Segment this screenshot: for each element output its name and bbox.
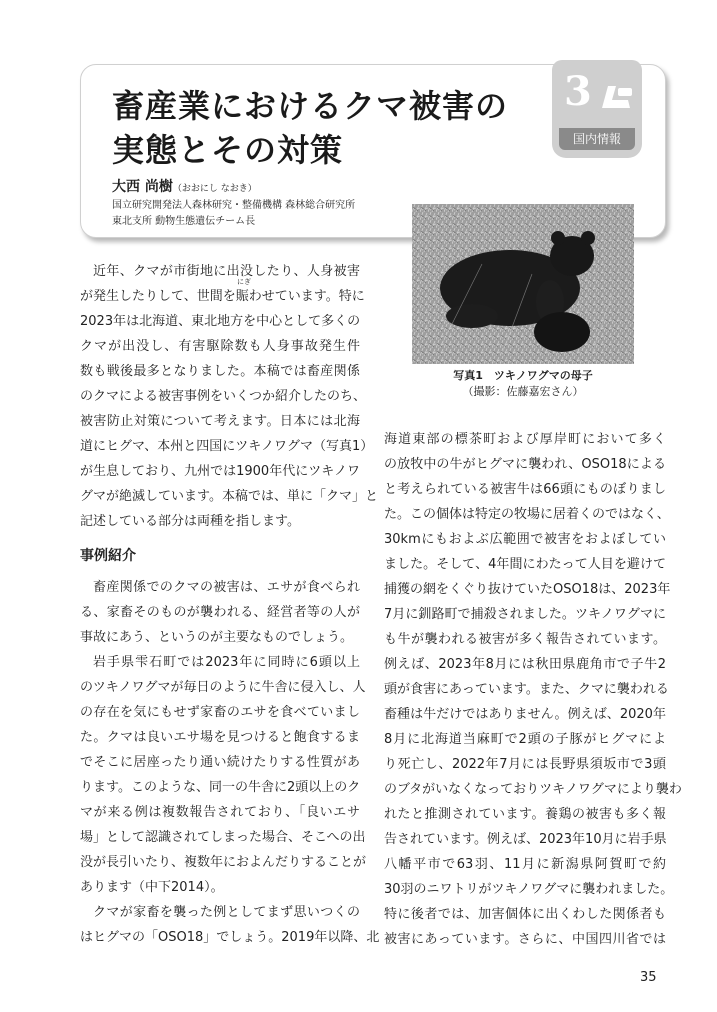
- text-line: ります。このような、同一の牛舎に2頭以上のク: [80, 780, 361, 795]
- text-line: 例えば、2023年8月には秋田県鹿角市で子牛2: [384, 657, 666, 672]
- text-line: 畜種は牛だけではありません。例えば、2020年: [384, 707, 666, 722]
- text-line: 30羽のニワトリがツキノワグマに襲われました。: [384, 882, 674, 897]
- text-line: も牛が襲われる被害が多く報告されています。: [384, 632, 666, 647]
- text-line: 畜産関係でのクマの被害は、エサが食べられ: [93, 580, 360, 595]
- ruby-reading: にぎ: [237, 278, 251, 286]
- text-line: ました。そして、4年間にわたって人目を避けて: [384, 557, 666, 572]
- title-line-2: 実態とその対策: [112, 131, 344, 169]
- text-line: 事故にあう、というのが主要なものでしょう。: [80, 630, 354, 645]
- section-heading: 事例紹介: [80, 548, 136, 564]
- text-line: グマが絶滅しています。本稿では、単に「クマ」と: [80, 489, 378, 504]
- section-paragraph-2: [80, 650, 367, 900]
- text-line: と考えられている被害牛は66頭にものぼりまし: [384, 482, 666, 497]
- text-line: 岩手県雫石町では2023年に同時に6頭以上: [93, 655, 360, 670]
- page-number: 35: [640, 970, 657, 985]
- affiliation-line-1: 国立研究開発法人森林研究・整備機構 森林総合研究所: [112, 200, 356, 211]
- section-number: 3: [564, 68, 592, 115]
- text-line: のクマによる被害事例をいくつか紹介したのち、: [80, 389, 367, 404]
- caption-credit: （撮影：佐藤嘉宏さん）: [462, 385, 584, 398]
- author-line: [112, 176, 257, 196]
- text-line: 数も戦後最多となりました。本稿では畜産関係: [80, 364, 360, 379]
- intro-paragraph: [80, 259, 378, 534]
- right-paragraph: [384, 427, 682, 952]
- text-line: 被害にあっています。さらに、中国四川省では: [384, 932, 666, 947]
- left-column: [80, 259, 380, 950]
- text-line: 没が長引いたり、複数年におよんだりすることが: [80, 855, 367, 870]
- text-line: 頭が食害にあっています。また、クマに襲われる: [384, 682, 669, 697]
- article-title: [112, 84, 552, 172]
- text-line: 八幡平市で63羽、11月に新潟県阿賀町で約: [384, 857, 666, 872]
- author-affiliation: [112, 198, 355, 230]
- text-line: 道にヒグマ、本州と四国にツキノワグマ（写真1）: [80, 439, 374, 454]
- photo-caption: [412, 368, 634, 400]
- text-line: 場」として認識されてしまった場合、そこへの出: [80, 830, 366, 845]
- text-line: る、家畜そのものが襲われる、経営者等の人が: [80, 605, 360, 620]
- right-column: [384, 427, 682, 952]
- text-line: た。クマは良いエサ場を見つけると飽食するま: [80, 730, 360, 745]
- author-reading: （おおにし なおき）: [172, 184, 257, 194]
- section-label: 国内情報: [559, 128, 635, 150]
- text-line: れたと推測されています。養鶏の被害も多く報: [384, 807, 666, 822]
- text-line: の存在を気にもせず家畜のエサを食べていまし: [80, 705, 360, 720]
- author-name: 大西 尚樹: [112, 179, 173, 195]
- text-line: が生息しており、九州では1900年代にツキノワ: [80, 464, 360, 479]
- text-line: クマが家畜を襲った例としてまず思いつくの: [93, 905, 360, 920]
- text-line: 告されています。例えば、2023年10月に岩手県: [384, 832, 667, 847]
- text-line: 30kmにもおよぶ広範囲で被害をおよぼしてい: [384, 532, 666, 547]
- text-line: 8月に北海道当麻町で2頭の子豚がヒグマによ: [384, 732, 666, 747]
- affiliation-line-2: 東北支所 動物生態遺伝チーム長: [112, 216, 256, 227]
- text-line: り死亡し、2022年7月には長野県須坂市で3頭: [384, 757, 666, 772]
- text-line: 海道東部の標茶町および厚岸町において多く: [384, 432, 666, 447]
- text-line: の放牧中の牛がヒグマに襲われ、OSO18による: [384, 457, 666, 472]
- text-line: 7月に釧路町で捕殺されました。ツキノワグマに: [384, 607, 666, 622]
- text-line: のブタがいなくなっておりツキノワグマにより襲わ: [384, 782, 682, 797]
- section-badge: [552, 60, 642, 158]
- text-line: 特に後者では、加害個体に出くわした関係者も: [384, 907, 666, 922]
- chair-seat-icon: [598, 78, 636, 112]
- text-line: 2023年は北海道、東北地方を中心として多くの: [80, 314, 361, 329]
- text-line: クマが出没し、有害駆除数も人身事故発生件: [80, 339, 360, 354]
- text-line: でそこに居座ったり通い続けたりする性質があ: [80, 755, 360, 770]
- text-line: た。この個体は特定の牧場に居着くのではなく、: [384, 507, 670, 522]
- section-paragraph-1: [80, 575, 360, 650]
- text-line: あります（中下2014）。: [80, 880, 224, 895]
- caption-title: 写真1 ツキノワグマの母子: [453, 369, 593, 382]
- text-line: のツキノワグマが毎日のように牛舎に侵入し、人: [80, 680, 366, 695]
- text-line: 被害防止対策について考えます。日本には北海: [80, 414, 360, 429]
- bear-photo: [412, 204, 634, 364]
- text-line: マが来る例は複数報告されており、「良いエサ: [80, 805, 360, 820]
- text-line: 近年、クマが市街地に出没したり、人身被害: [93, 264, 360, 279]
- title-line-1: 畜産業におけるクマ被害の: [112, 87, 509, 125]
- section-paragraph-3: [80, 900, 380, 950]
- text-line: はヒグマの「OSO18」でしょう。2019年以降、北: [80, 930, 380, 945]
- text-line: 記述している部分は両種を指します。: [80, 514, 300, 529]
- text-line: が発生したりして、世間を賑わせています。特に: [80, 289, 365, 304]
- text-line: 捕獲の網をくぐり抜けていたOSO18は、2023年: [384, 582, 671, 597]
